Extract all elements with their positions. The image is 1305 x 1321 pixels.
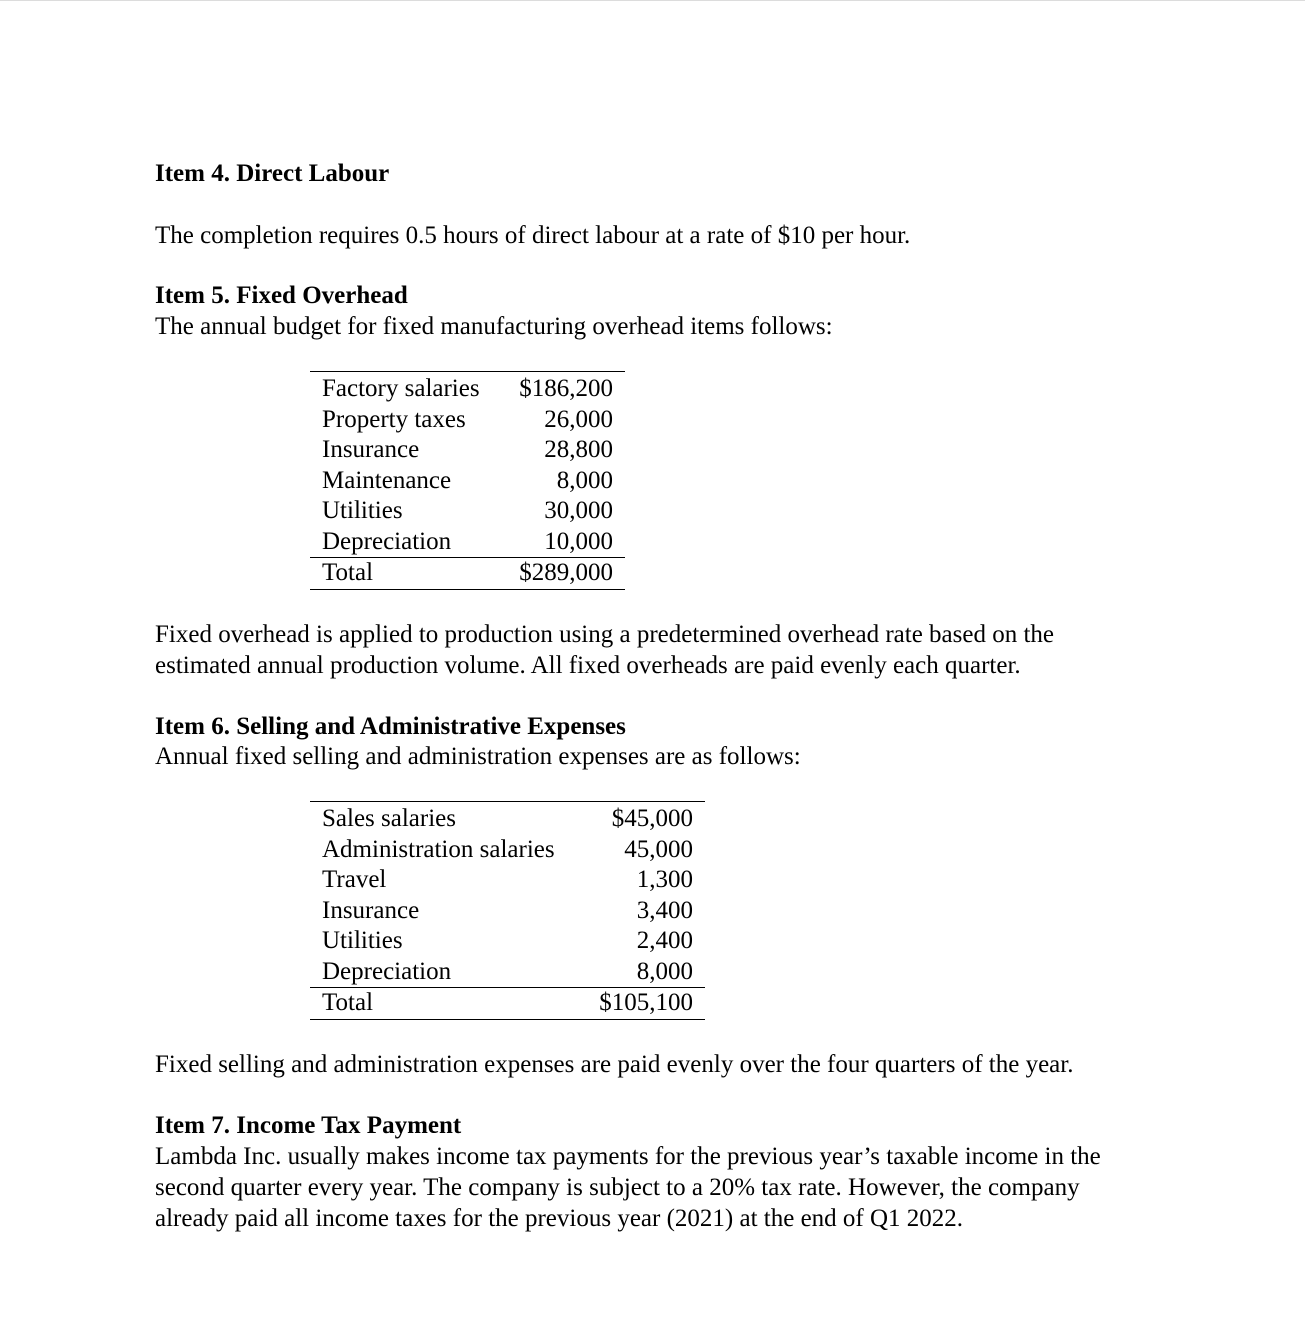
total-value: $289,000 xyxy=(501,558,625,590)
row-label: Sales salaries xyxy=(322,805,456,832)
item-7-line-2: second quarter every year. The company is subject to a 20% tax rate. However, the company xyxy=(155,1174,1080,1201)
table-row xyxy=(310,435,625,466)
row-value: 45,000 xyxy=(624,835,693,863)
row-value: 28,800 xyxy=(544,436,613,463)
total-row xyxy=(310,988,705,1020)
row-value: $186,200 xyxy=(519,375,613,402)
row-value: 3,400 xyxy=(636,896,693,924)
item-4-text: The completion requires 0.5 hours of direct labour at a rate of $10 per hour. xyxy=(155,222,911,249)
row-value: 2,400 xyxy=(636,927,693,954)
table-row xyxy=(310,496,625,527)
total-label: Total xyxy=(310,558,501,590)
row-label: Property taxes xyxy=(322,405,466,433)
row-value: 30,000 xyxy=(544,497,613,524)
row-value: 1,300 xyxy=(636,866,693,893)
row-label: Insurance xyxy=(322,896,420,924)
table-row xyxy=(310,527,625,558)
item-5-after-line-1: Fixed overhead is applied to production using a predetermined overhead rate based on the xyxy=(155,621,1055,648)
row-label: Depreciation xyxy=(322,527,452,555)
item-5-intro: The annual budget for fixed manufacturing overhead items follows: xyxy=(155,313,833,340)
row-label: Utilities xyxy=(322,497,403,524)
table-row xyxy=(310,802,705,835)
table-row xyxy=(310,835,705,866)
total-row xyxy=(310,558,625,590)
selling-admin-table xyxy=(310,801,705,1020)
row-label: Administration salaries xyxy=(322,835,555,863)
table-row xyxy=(310,466,625,497)
fixed-overhead-table xyxy=(310,371,625,590)
item-6-heading: Item 6. Selling and Administrative Expenses xyxy=(155,713,626,740)
table-row xyxy=(310,896,705,927)
item-4-heading: Item 4. Direct Labour xyxy=(155,160,390,187)
total-label: Total xyxy=(310,988,581,1020)
row-value: 8,000 xyxy=(556,466,613,494)
total-value: $105,100 xyxy=(581,988,705,1020)
row-value: 10,000 xyxy=(544,527,613,555)
table-row xyxy=(310,957,705,988)
table-row xyxy=(310,865,705,896)
table-row xyxy=(310,405,625,436)
table-row xyxy=(310,372,625,405)
item-6-intro: Annual fixed selling and administration expenses are as follows: xyxy=(155,743,801,770)
row-label: Depreciation xyxy=(322,957,452,985)
row-label: Utilities xyxy=(322,927,403,954)
row-label: Factory salaries xyxy=(322,375,480,402)
row-label: Insurance xyxy=(322,436,420,463)
row-label: Maintenance xyxy=(322,466,452,494)
item-5-after-line-2: estimated annual production volume. All fixed overheads are paid evenly each quarter. xyxy=(155,652,1021,679)
item-7-line-3: already paid all income taxes for the previous year (2021) at the end of Q1 2022. xyxy=(155,1205,964,1232)
item-7-heading: Item 7. Income Tax Payment xyxy=(155,1112,462,1139)
row-label: Travel xyxy=(322,866,387,893)
row-value: $45,000 xyxy=(611,805,693,832)
item-6-after: Fixed selling and administration expenses are paid evenly over the four quarters of the year. xyxy=(155,1051,1074,1078)
page-top-border xyxy=(0,0,1305,1)
table-row xyxy=(310,926,705,957)
row-value: 26,000 xyxy=(544,405,613,433)
row-value: 8,000 xyxy=(636,957,693,985)
item-5-heading: Item 5. Fixed Overhead xyxy=(155,282,408,309)
item-7-line-1: Lambda Inc. usually makes income tax payments for the previous year’s taxable income in the xyxy=(155,1143,1101,1170)
